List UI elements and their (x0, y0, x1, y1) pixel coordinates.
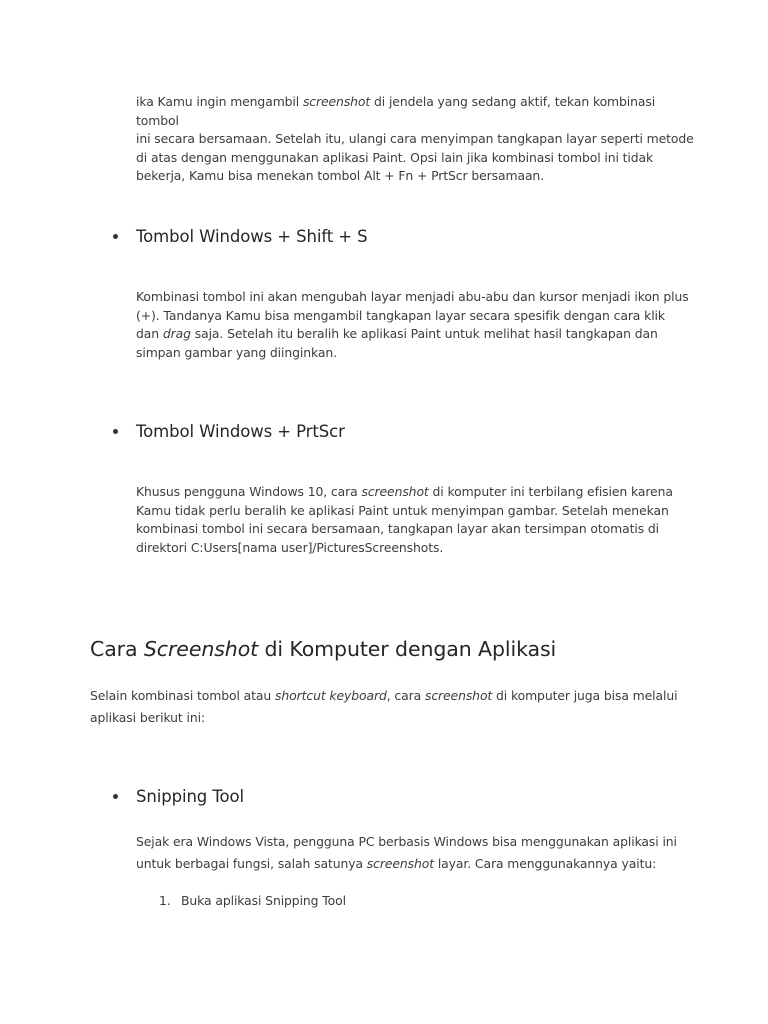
intro-paragraph (136, 93, 696, 186)
bullet-snipping-tool (113, 787, 244, 806)
prtscr-line-1: Khusus pengguna Windows 10, cara screenshot di komputer ini terbilang efisien karena (136, 484, 673, 499)
intro-line-4: bekerja, Kamu bisa menekan tombol Alt + Fn + PrtScr bersamaan. (136, 168, 545, 183)
intro-line-3: di atas dengan menggunakan aplikasi Paint. Opsi lain jika kombinasi tombol ini tidak (136, 149, 654, 165)
apps-intro-line-1: Selain kombinasi tombol atau shortcut keyboard, cara screenshot di komputer juga bisa melalui (90, 688, 678, 703)
section-title-shift-s: Tombol Windows + Shift + S (136, 227, 368, 246)
shift-s-line-1: Kombinasi tombol ini akan mengubah layar menjadi abu-abu dan kursor menjadi ikon plus (136, 289, 689, 304)
section-title-prtscr: Tombol Windows + PrtScr (136, 422, 345, 441)
bullet-prtscr (113, 422, 345, 441)
shift-s-line-2: (+). Tandanya Kamu bisa mengambil tangkapan layar secara spesifik dengan cara klik (136, 307, 665, 323)
bullet-dot-icon (113, 794, 118, 799)
apps-intro-line-2: aplikasi berikut ini: (90, 710, 206, 725)
prtscr-line-3: kombinasi tombol ini secara bersamaan, tangkapan layar akan tersimpan otomatis di (136, 521, 659, 536)
bullet-dot-icon (113, 429, 118, 434)
list-item (159, 892, 679, 911)
shift-s-paragraph (136, 288, 696, 362)
step-number: 1. (159, 893, 171, 908)
section-heading: Cara Screenshot di Komputer dengan Aplikasi (90, 637, 557, 661)
apps-intro-paragraph (90, 685, 690, 729)
intro-line-2: ini secara bersamaan. Setelah itu, ulangi cara menyimpan tangkapan layar seperti metode (136, 131, 694, 146)
prtscr-line-4: direktori C:Users[nama user]/PicturesScreenshots. (136, 539, 444, 555)
step-text: Buka aplikasi Snipping Tool (181, 893, 346, 908)
snipping-line-2: untuk berbagai fungsi, salah satunya screenshot layar. Cara menggunakannya yaitu: (136, 856, 657, 871)
prtscr-paragraph (136, 483, 696, 557)
section-title-snipping: Snipping Tool (136, 787, 244, 806)
shift-s-line-4: simpan gambar yang diinginkan. (136, 344, 337, 360)
shift-s-line-3: dan drag saja. Setelah itu beralih ke aplikasi Paint untuk melihat hasil tangkapan dan (136, 326, 658, 341)
bullet-dot-icon (113, 234, 118, 239)
snipping-paragraph (136, 831, 696, 875)
prtscr-line-2: Kamu tidak perlu beralih ke aplikasi Paint untuk menyimpan gambar. Setelah menekan (136, 502, 669, 518)
bullet-shift-s (113, 227, 368, 246)
intro-line-1: ika Kamu ingin mengambil screenshot di jendela yang sedang aktif, tekan kombinasi tombol (136, 94, 656, 128)
steps-list (159, 892, 679, 911)
snipping-line-1: Sejak era Windows Vista, pengguna PC berbasis Windows bisa menggunakan aplikasi ini (136, 834, 677, 849)
